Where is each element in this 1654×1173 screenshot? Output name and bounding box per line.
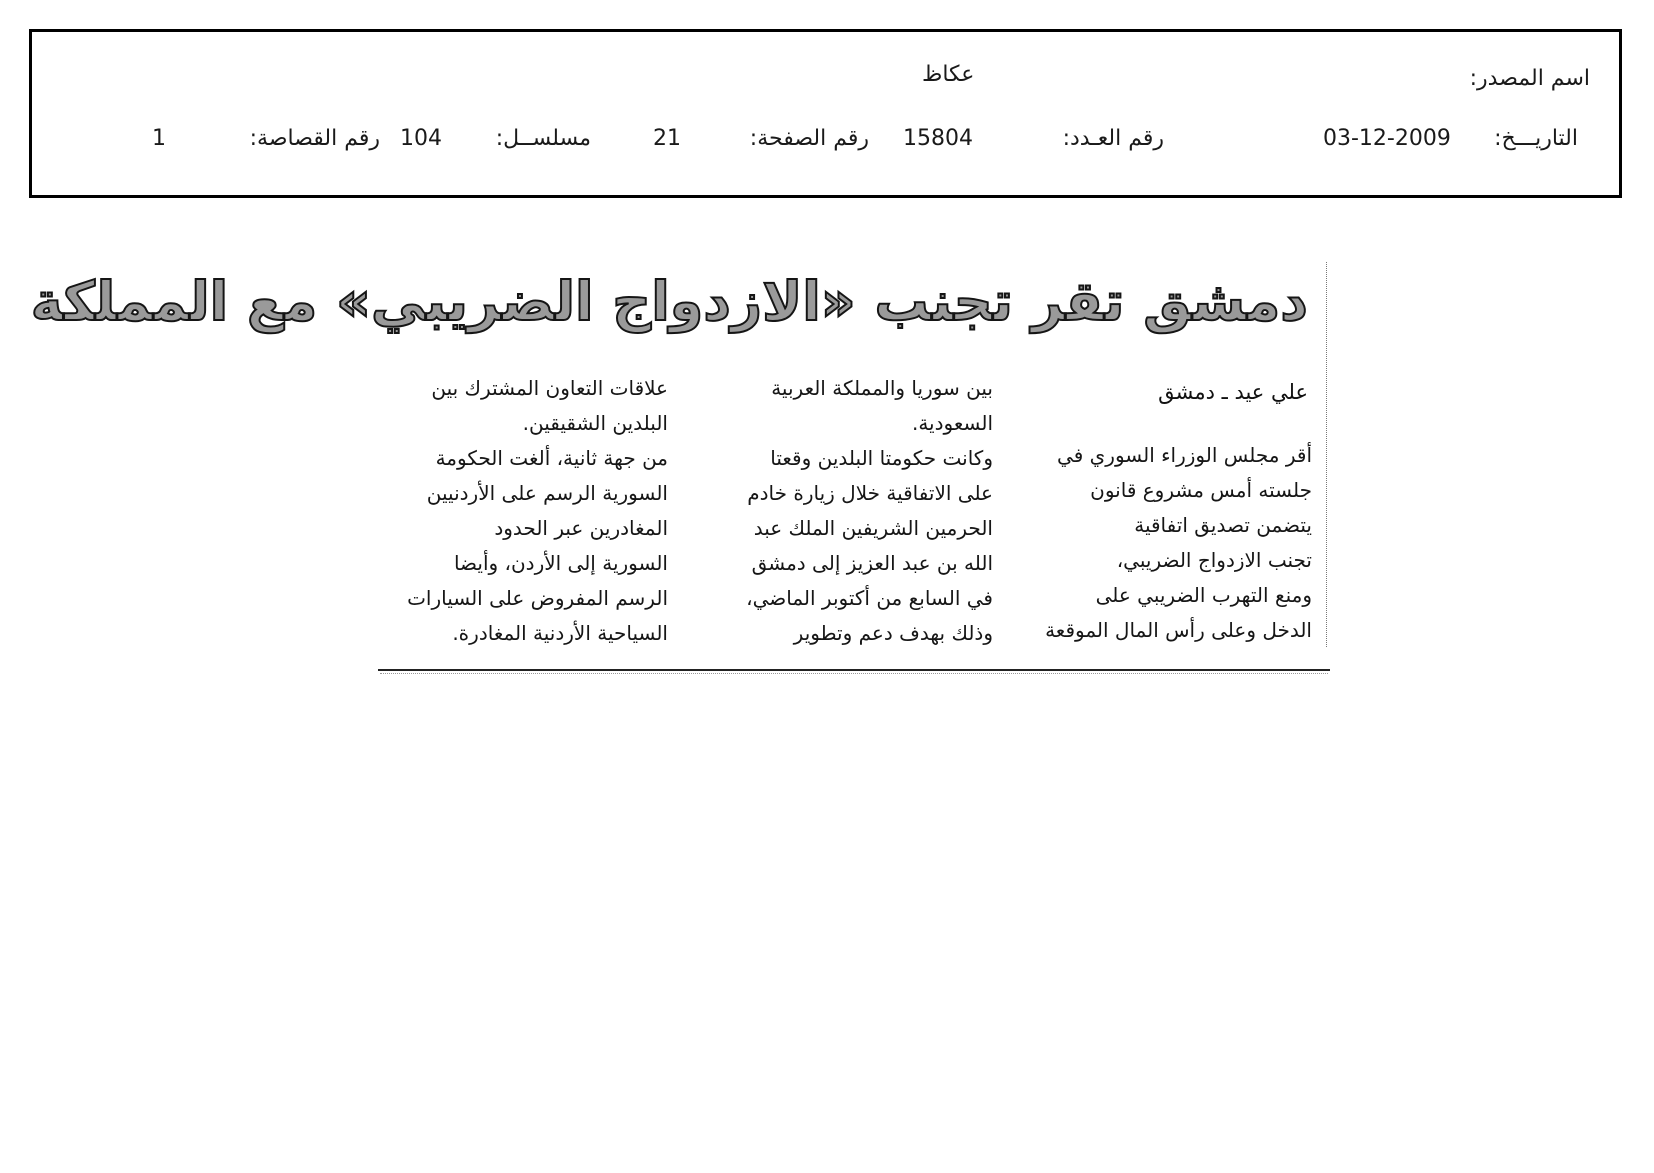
date-value: 03-12-2009 xyxy=(1323,126,1451,151)
issue-value: 15804 xyxy=(903,126,973,151)
column-line: المغادرين عبر الحدود xyxy=(494,516,668,540)
column-line: وذلك بهدف دعم وتطوير xyxy=(793,621,993,645)
column-line: وكانت حكومتا البلدين وقعتا xyxy=(770,446,993,470)
date-label: التاريـــخ: xyxy=(1494,126,1578,151)
column-line: يتضمن تصديق اتفاقية xyxy=(1134,513,1312,537)
page-label: رقم الصفحة: xyxy=(749,126,869,151)
column-line: السعودية. xyxy=(911,411,993,435)
column-line: علاقات التعاون المشترك بين xyxy=(431,376,668,400)
column-line: على الاتفاقية خلال زيارة خادم xyxy=(747,481,993,505)
article-column-2 xyxy=(703,371,993,651)
column-line: السورية إلى الأردن، وأيضا xyxy=(453,551,668,575)
column-line: في السابع من أكتوبر الماضي، xyxy=(746,586,993,610)
issue-label: رقم العـدد: xyxy=(1062,126,1164,151)
page-value: 21 xyxy=(653,126,681,151)
clip-label: رقم القصاصة: xyxy=(249,126,380,151)
clipping-bottom-rule xyxy=(378,669,1330,671)
clip-value: 1 xyxy=(152,126,166,151)
column-line: أقر مجلس الوزراء السوري في xyxy=(1057,443,1312,467)
article-headline: دمشق تقر تجنب «الازدواج الضريبي» مع المملكة xyxy=(30,270,1308,333)
clipping-right-border xyxy=(1326,262,1327,647)
source-value: عكاظ xyxy=(922,62,975,87)
column-line: الله بن عبد العزيز إلى دمشق xyxy=(751,551,993,575)
column-line: البلدين الشقيقين. xyxy=(522,411,668,435)
article-column-3 xyxy=(378,371,668,651)
column-line: بين سوريا والمملكة العربية xyxy=(771,376,993,400)
article-column-1 xyxy=(1018,438,1312,648)
serial-label: مسلســل: xyxy=(495,126,591,151)
column-line: السورية الرسم على الأردنيين xyxy=(426,481,668,505)
article-byline: علي عيد ـ دمشق xyxy=(1158,380,1308,404)
source-label: اسم المصدر: xyxy=(1469,66,1590,91)
column-line: ومنع التهرب الضريبي على xyxy=(1095,583,1312,607)
column-line: الدخل وعلى رأس المال الموقعة xyxy=(1045,618,1312,642)
serial-value: 104 xyxy=(400,126,442,151)
column-line: الحرمين الشريفين الملك عبد xyxy=(753,516,993,540)
column-line: تجنب الازدواج الضريبي، xyxy=(1116,548,1312,572)
column-line: الرسم المفروض على السيارات xyxy=(407,586,668,610)
column-line: السياحية الأردنية المغادرة. xyxy=(452,621,668,645)
column-line: جلسته أمس مشروع قانون xyxy=(1090,478,1312,502)
column-line: من جهة ثانية، ألغت الحكومة xyxy=(435,446,668,470)
clipping-bottom-dotted-rule xyxy=(380,673,1328,674)
clipping-metadata-box xyxy=(29,29,1622,198)
